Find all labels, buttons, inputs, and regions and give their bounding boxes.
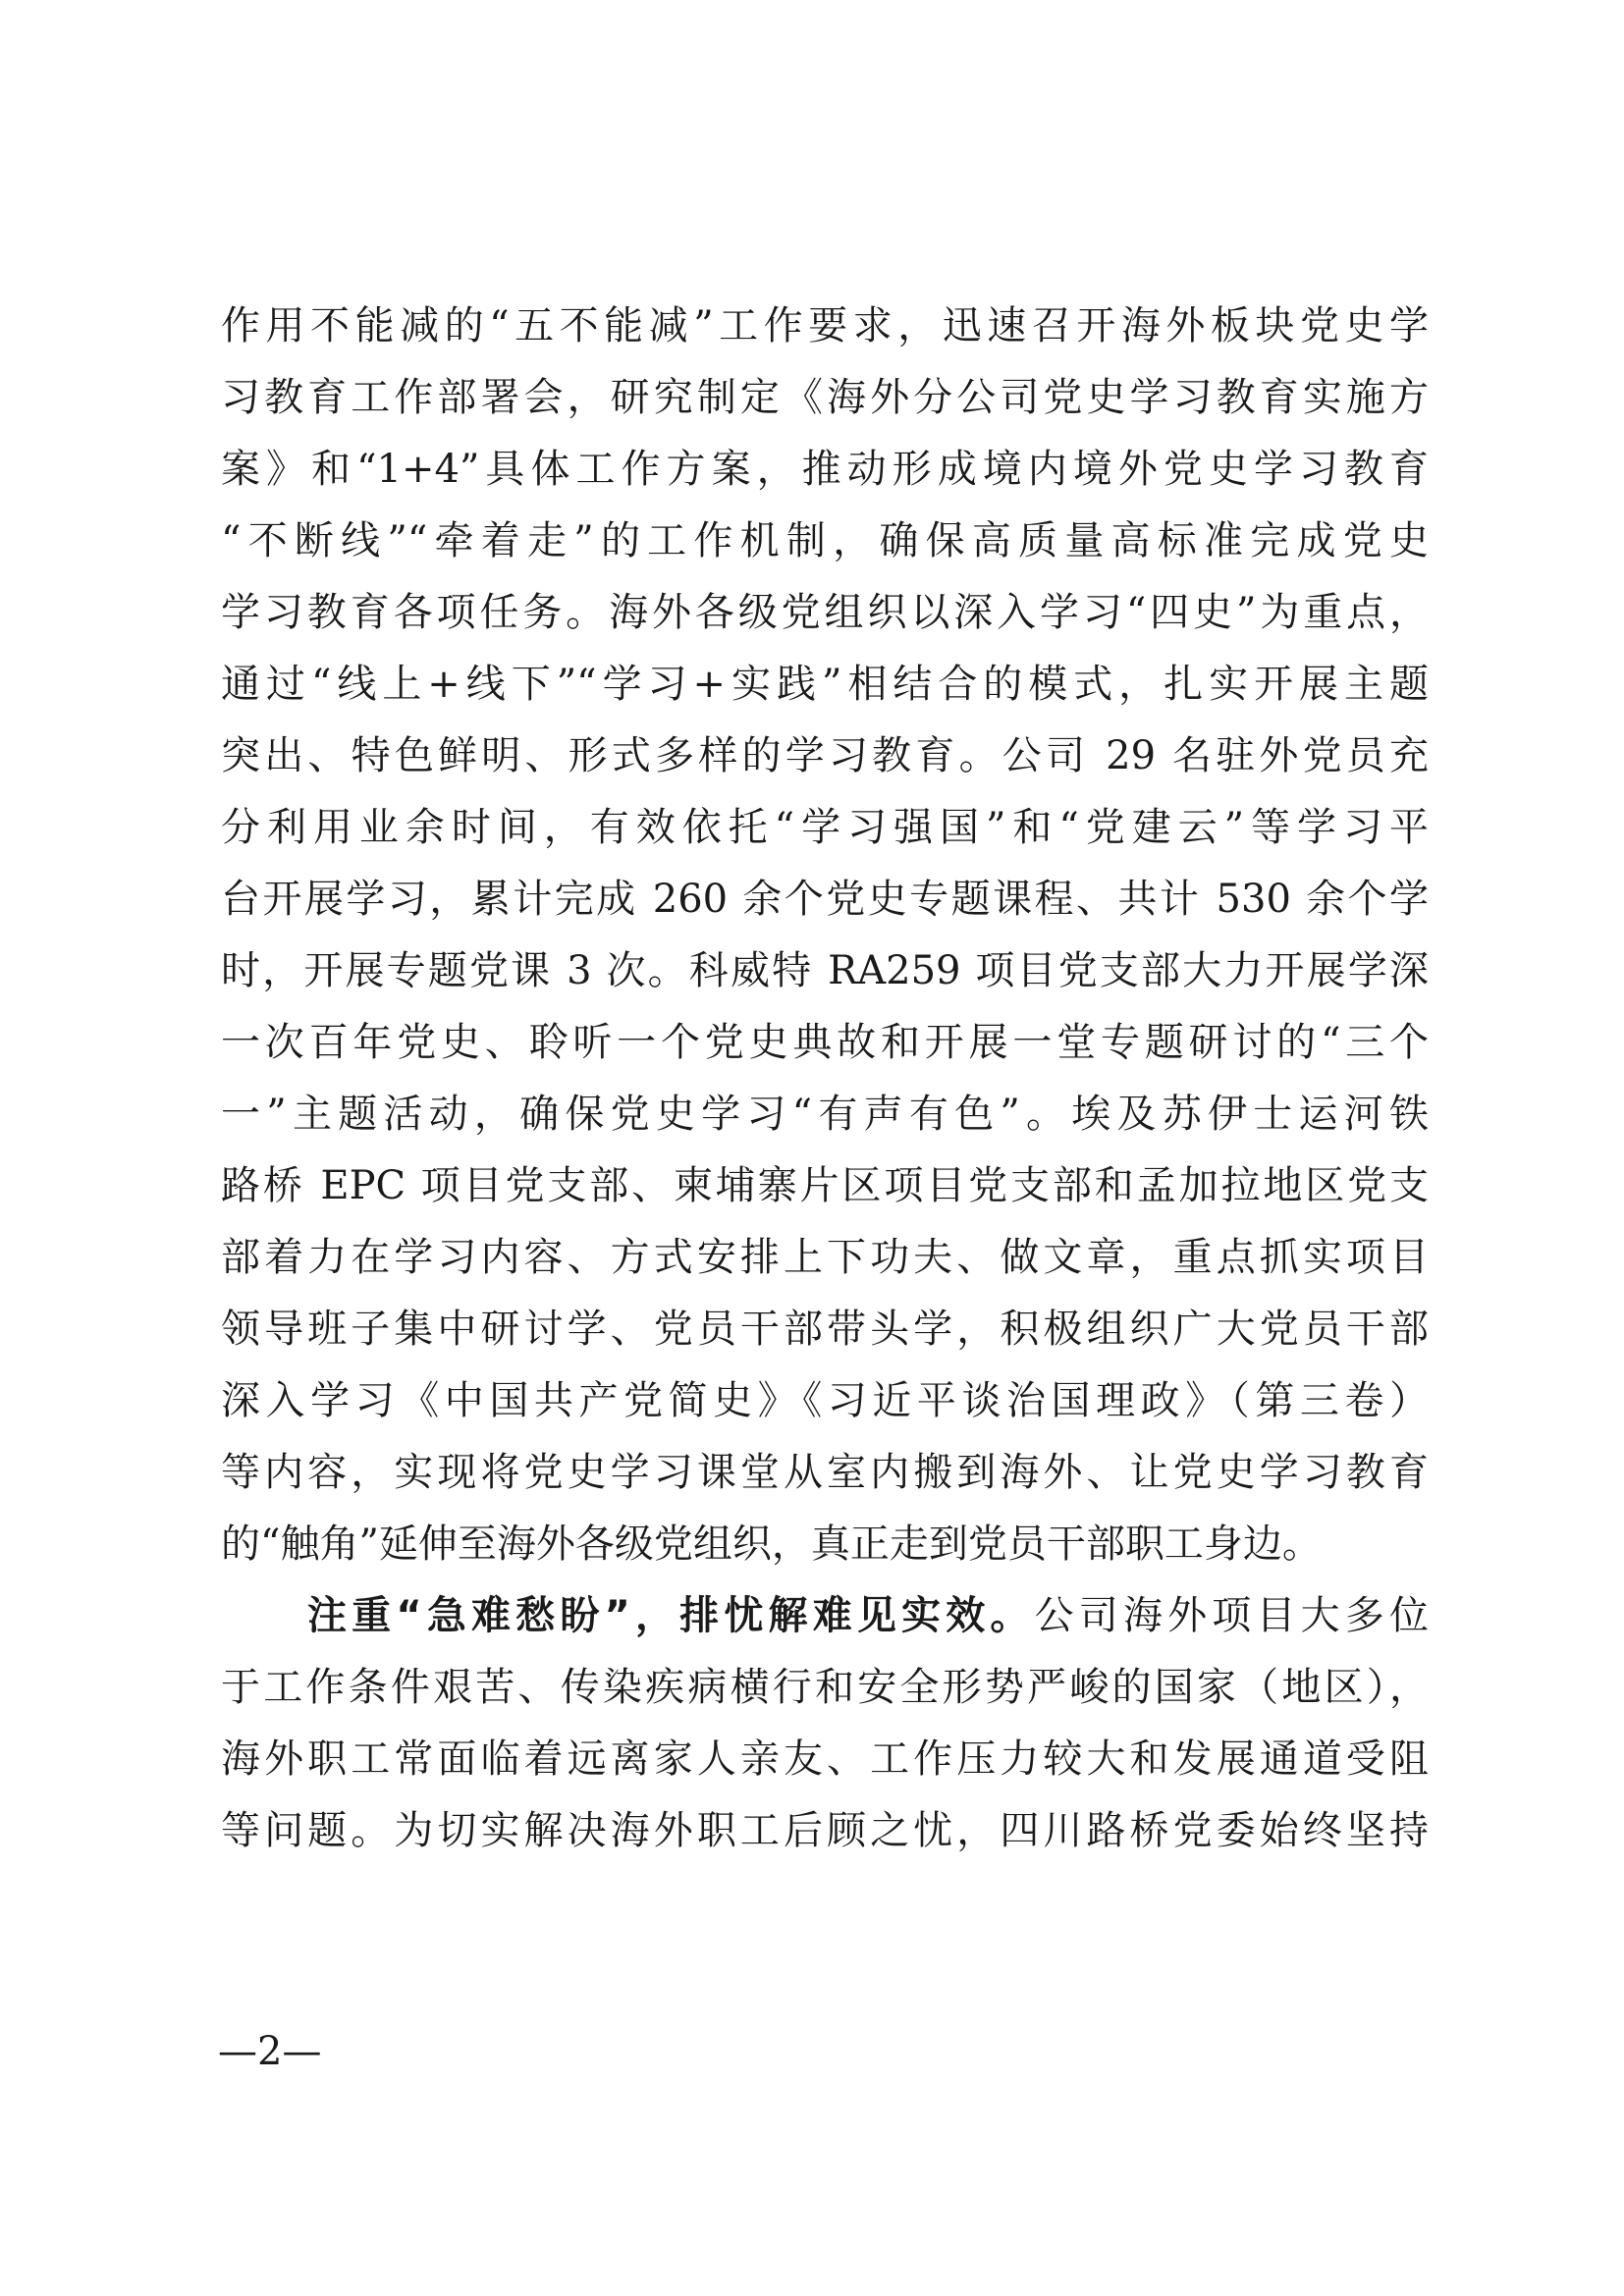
- paragraph-2-line: 等问题。为切实解决海外职工后顾之忧，四川路桥党委始终坚持: [221, 1808, 1429, 1853]
- paragraph-1-line: 通过“线上+线下”“学习+实践”相结合的模式，扎实开展主题: [221, 662, 1429, 707]
- paragraph-1-line: 路桥 EPC 项目党支部、柬埔寨片区项目党支部和孟加拉地区党支: [221, 1163, 1429, 1208]
- paragraph-2-line: 于工作条件艰苦、传染疾病横行和安全形势严峻的国家（地区），: [221, 1665, 1429, 1710]
- paragraph-1-line: 一”主题活动，确保党史学习“有声有色”。埃及苏伊士运河铁: [221, 1092, 1429, 1137]
- paragraph-1-line: 等内容，实现将党史学习课堂从室内搬到海外、让党史学习教育: [221, 1450, 1429, 1495]
- paragraph-1-line: “不断线”“牵着走”的工作机制，确保高质量高标准完成党史: [221, 518, 1429, 563]
- paragraph-1-line: 时，开展专题党课 3 次。科威特 RA259 项目党支部大力开展学深: [221, 948, 1429, 993]
- paragraph-1-line: 分利用业余时间，有效依托“学习强国”和“党建云”等学习平: [221, 805, 1429, 850]
- paragraph-1-line: 一次百年党史、聆听一个党史典故和开展一堂专题研讨的“三个: [221, 1020, 1429, 1065]
- paragraph-1-line: 学习教育各项任务。海外各级党组织以深入学习“四史”为重点，: [221, 590, 1429, 635]
- paragraph-2-line: 海外职工常面临着远离家人亲友、工作压力较大和发展通道受阻: [221, 1736, 1429, 1782]
- paragraph-1-line: 作用不能减的“五不能减”工作要求，迅速召开海外板块党史学: [221, 303, 1429, 348]
- paragraph-2-lead-heading: 注重“急难愁盼”，排忧解难见实效。: [307, 1593, 1035, 1638]
- paragraph-1-line: 领导班子集中研讨学、党员干部带头学，积极组织广大党员干部: [221, 1307, 1429, 1352]
- paragraph-1-line: 深入学习《中国共产党简史》《习近平谈治国理政》（第三卷）: [221, 1378, 1429, 1423]
- paragraph-1-line: 案》和“1+4”具体工作方案，推动形成境内境外党史学习教育: [221, 447, 1429, 492]
- paragraph-2-first-line: [221, 1580, 1429, 1652]
- paragraph-1-line: 的“触角”延伸至海外各级党组织，真正走到党员干部职工身边。: [221, 1522, 1322, 1567]
- page-number: —2—: [218, 2029, 322, 2074]
- paragraph-1-line: 习教育工作部署会，研究制定《海外分公司党史学习教育实施方: [221, 375, 1429, 420]
- paragraph-2-first-line-text: 公司海外项目大多位: [1034, 1593, 1430, 1638]
- paragraph-1-line: 部着力在学习内容、方式安排上下功夫、做文章，重点抓实项目: [221, 1235, 1429, 1280]
- paragraph-1-line: 台开展学习，累计完成 260 余个党史专题课程、共计 530 余个学: [221, 877, 1429, 922]
- body-text: [221, 291, 1429, 1867]
- paragraph-1-line: 突出、特色鲜明、形式多样的学习教育。公司 29 名驻外党员充: [221, 733, 1429, 778]
